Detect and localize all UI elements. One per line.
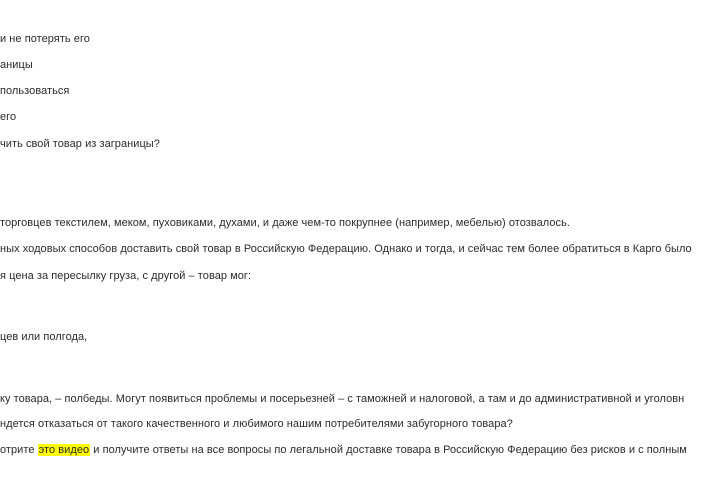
text-line-4: его: [0, 111, 17, 123]
text-line-9: цев или полгода,: [0, 331, 88, 343]
text-line-12-end: и получите ответы на все вопросы по легальной доставке товара в Российскую Федерацию без рисков и с полным: [90, 444, 687, 456]
text-line-8: я цена за пересылку груза, с другой – товар мог:: [0, 270, 252, 282]
text-line-1: и не потерять его: [0, 33, 90, 45]
text-line-12: [0, 443, 687, 457]
text-line-6: торговцев текстилем, меком, пуховиками, духами, и даже чем-то покрупнее (например, мебелью) отозвалось.: [0, 217, 570, 229]
video-link-highlight[interactable]: это видео: [38, 444, 90, 456]
text-line-11: ндется отказаться от такого качественного и любимого нашим потребителями забугорного товара?: [0, 418, 513, 430]
text-line-12-start: отрите: [0, 444, 38, 456]
text-line-5: чить свой товар из заграницы?: [0, 138, 160, 150]
text-line-10: ку товара, – полбеды. Могут появиться проблемы и посерьезней – с таможней и налоговой, а там и до административной и уголовн: [0, 393, 685, 405]
text-line-2: аницы: [0, 59, 33, 71]
text-line-3: пользоваться: [0, 85, 70, 97]
text-line-7: ных ходовых способов доставить свой товар в Российскую Федерацию. Однако и тогда, и сейчас тем более обратиться в Карго было: [0, 243, 692, 255]
